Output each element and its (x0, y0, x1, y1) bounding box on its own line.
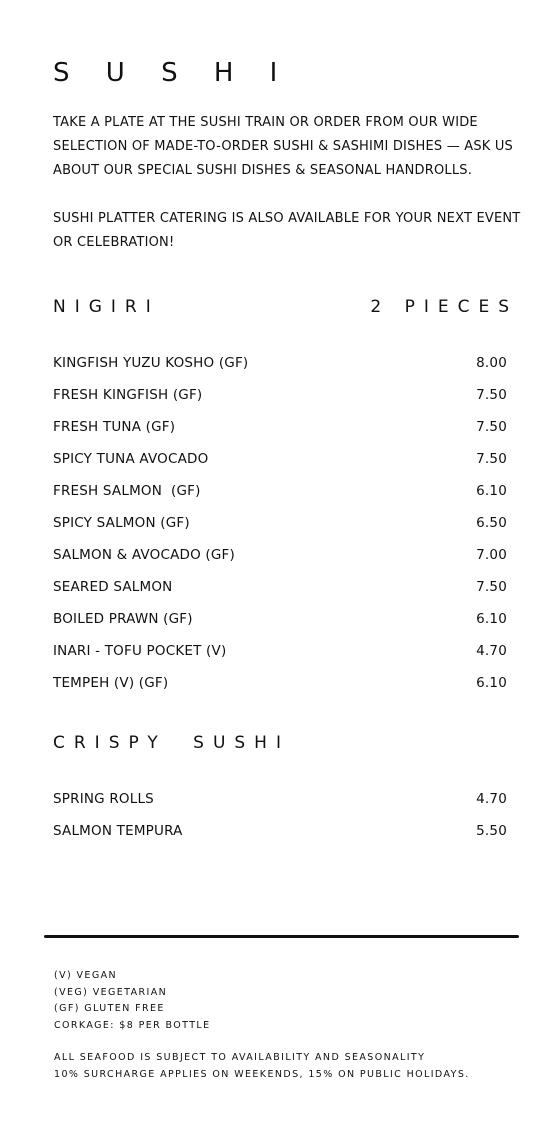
crispy-sushi-section-heading (53, 733, 509, 753)
menu-item-name: FRESH SALMON (GF) (53, 483, 201, 499)
menu-item-name: FRESH TUNA (GF) (53, 419, 176, 435)
nigiri-menu-list (53, 351, 507, 703)
menu-item-name: FRESH KINGFISH (GF) (53, 387, 203, 403)
menu-item (53, 543, 507, 575)
nigiri-section-heading (53, 297, 518, 317)
menu-item (53, 787, 507, 819)
menu-item (53, 415, 507, 447)
menu-item (53, 351, 507, 383)
menu-item-price: 7.50 (476, 387, 507, 403)
menu-item-price: 6.50 (476, 515, 507, 531)
menu-item (53, 447, 507, 479)
menu-item (53, 575, 507, 607)
menu-item (53, 607, 507, 639)
menu-item (53, 511, 507, 543)
legend-item: (VEG) VEGETARIAN (54, 986, 168, 998)
crispy-sushi-heading: CRISPY SUSHI (53, 733, 290, 753)
menu-item-price: 4.70 (476, 643, 507, 659)
intro-paragraph: TAKE A PLATE AT THE SUSHI TRAIN OR ORDER FROM OUR WIDE SELECTION OF MADE-TO-ORDER SUSHI & SASHIMI DISHES — ASK US ABOUT OUR SPECIAL SUSHI DISHES & SEASONAL HANDROLLS. (53, 115, 514, 178)
menu-item-name: BOILED PRAWN (GF) (53, 611, 193, 627)
menu-item-price: 7.50 (476, 419, 507, 435)
menu-item-name: INARI - TOFU POCKET (V) (53, 643, 227, 659)
legend-item: (GF) GLUTEN FREE (54, 1003, 165, 1014)
corkage-note: CORKAGE: $8 PER BOTTLE (54, 1019, 211, 1031)
menu-item-price: 5.50 (476, 823, 507, 839)
menu-item (53, 671, 507, 703)
seafood-availability-note: ALL SEAFOOD IS SUBJECT TO AVAILABILITY AND SEASONALITY (54, 1052, 426, 1063)
menu-item-price: 4.70 (476, 791, 507, 807)
menu-item-price: 6.10 (476, 611, 507, 627)
menu-item (53, 479, 507, 511)
menu-item-name: SPRING ROLLS (53, 791, 154, 807)
menu-item-name: SEARED SALMON (53, 579, 173, 595)
footer-divider (44, 935, 519, 938)
menu-item-price: 6.10 (476, 483, 507, 499)
menu-item-price: 8.00 (476, 355, 507, 371)
policy-notes (54, 1050, 470, 1083)
menu-item-name: SPICY SALMON (GF) (53, 515, 190, 531)
nigiri-heading: NIGIRI (53, 297, 160, 317)
legend-item: (V) VEGAN (54, 970, 117, 981)
menu-item-price: 7.50 (476, 579, 507, 595)
menu-item-name: TEMPEH (V) (GF) (53, 675, 169, 691)
menu-item (53, 383, 507, 415)
nigiri-pieces-label: 2 PIECES (370, 297, 518, 317)
catering-paragraph: SUSHI PLATTER CATERING IS ALSO AVAILABLE FOR YOUR NEXT EVENT OR CELEBRATION! (53, 211, 521, 250)
menu-item-price: 7.00 (476, 547, 507, 563)
menu-item-name: SPICY TUNA AVOCADO (53, 451, 209, 467)
menu-item (53, 639, 507, 671)
menu-item (53, 819, 507, 851)
dietary-legend (54, 968, 211, 1034)
menu-item-price: 6.10 (476, 675, 507, 691)
menu-item-name: SALMON TEMPURA (53, 823, 183, 839)
menu-item-name: SALMON & AVOCADO (GF) (53, 547, 235, 563)
surcharge-note: 10% SURCHARGE APPLIES ON WEEKENDS, 15% ON PUBLIC HOLIDAYS. (54, 1068, 470, 1080)
crispy-sushi-menu-list (53, 787, 507, 851)
menu-item-price: 7.50 (476, 451, 507, 467)
menu-item-name: KINGFISH YUZU KOSHO (GF) (53, 355, 249, 371)
page-title: S U S H I (53, 58, 292, 88)
